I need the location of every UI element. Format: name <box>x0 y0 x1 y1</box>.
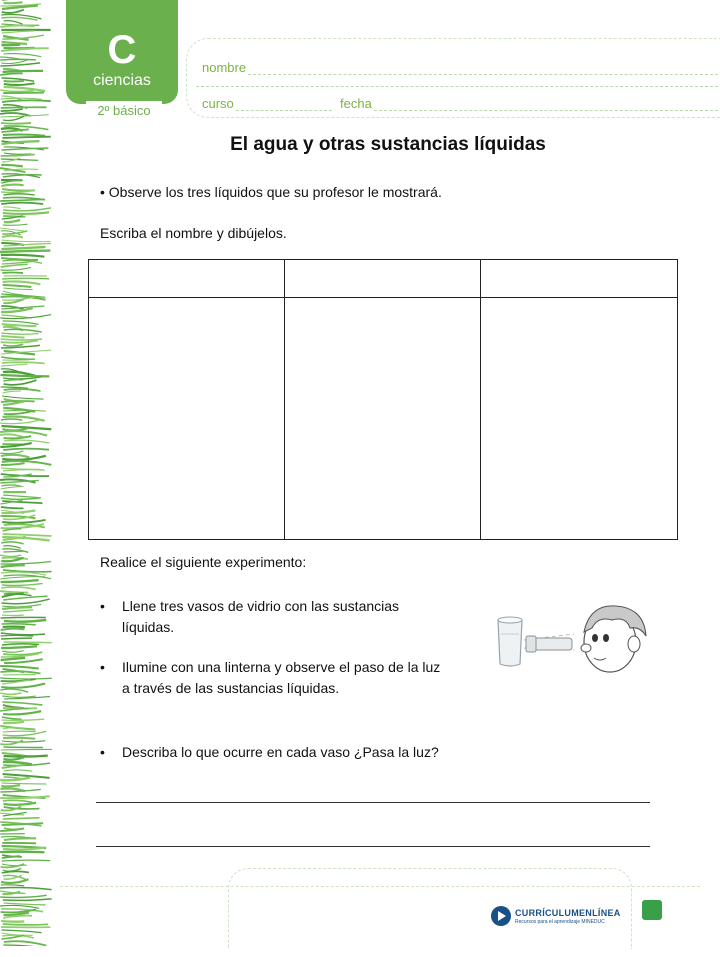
grass-blade <box>0 113 30 116</box>
grass-blade <box>2 783 47 784</box>
grass-blade <box>1 123 31 124</box>
grass-blade <box>0 852 44 853</box>
grass-blade <box>3 596 47 600</box>
bullet-line: a través de las sustancias líquidas. <box>122 678 440 699</box>
grass-blade <box>4 620 46 622</box>
grass-blade <box>0 577 45 579</box>
grass-blade <box>3 762 32 764</box>
grass-blade <box>1 240 50 242</box>
grass-blade <box>4 642 52 643</box>
page-title: El agua y otras sustancias líquidas <box>28 134 720 156</box>
grass-blade <box>2 236 23 238</box>
grass-blade <box>1 159 38 160</box>
grass-blade <box>2 818 39 819</box>
grass-blade <box>1 485 20 486</box>
grass-blade <box>3 899 52 901</box>
grass-blade <box>3 738 35 739</box>
date-field[interactable] <box>374 110 718 111</box>
course-field[interactable] <box>236 110 332 111</box>
child-flashlight-glass-illustration <box>494 598 650 680</box>
grass-blade <box>2 273 23 274</box>
name-field[interactable] <box>248 74 718 75</box>
grass-blade <box>0 693 21 694</box>
grass-blade <box>1 165 23 166</box>
bullet-icon: • <box>100 742 105 763</box>
grass-blade <box>4 83 35 85</box>
grass-blade <box>1 633 45 635</box>
grass-blade <box>1 98 42 99</box>
grass-blade <box>3 848 45 850</box>
drawing-cell-2[interactable] <box>285 298 480 539</box>
grass-blade <box>4 807 40 809</box>
grass-blade <box>2 741 45 742</box>
answer-line-2[interactable] <box>96 846 650 847</box>
grass-blade <box>2 583 43 585</box>
grass-blade <box>0 25 34 27</box>
grass-blade <box>3 610 33 612</box>
grass-blade <box>1 749 52 750</box>
grass-blade <box>1 357 35 359</box>
grass-blade <box>2 607 32 609</box>
course-label: curso <box>202 96 234 111</box>
grass-blade <box>1 507 24 508</box>
list-item <box>122 742 439 763</box>
grass-blade <box>3 212 49 214</box>
grass-blade <box>0 199 44 201</box>
grass-blade <box>2 10 24 13</box>
grass-blade <box>3 449 49 450</box>
grass-blade <box>1 107 47 108</box>
grass-blade <box>1 658 26 660</box>
grass-blade <box>4 770 33 771</box>
grass-blade <box>0 90 34 92</box>
grass-blade <box>3 757 23 759</box>
grass-blade <box>2 624 36 625</box>
grass-blade <box>0 59 36 60</box>
subject-letter: C <box>66 30 178 70</box>
grass-blade <box>1 255 44 257</box>
grass-blade <box>1 455 30 458</box>
answer-line-1[interactable] <box>96 802 650 803</box>
grass-blade <box>0 251 50 252</box>
bullet-line: Describa lo que ocurre en cada vaso ¿Pasa la luz? <box>122 742 439 763</box>
grass-blade <box>0 591 28 593</box>
grass-blade <box>3 344 23 346</box>
drawing-table <box>88 259 678 540</box>
grass-blade <box>2 261 35 264</box>
grass-blade <box>2 31 35 33</box>
grass-blade <box>1 203 43 204</box>
subject-name: ciencias <box>66 72 178 90</box>
grass-blade <box>1 638 32 639</box>
grass-blade <box>3 570 52 572</box>
grass-blade <box>3 534 52 536</box>
grass-blade <box>1 419 22 420</box>
logo-subtext: Recursos para el aprendizaje MINEDUC <box>515 919 605 925</box>
grass-blade <box>0 267 30 270</box>
grass-blade <box>3 800 33 802</box>
grass-blade <box>2 644 39 645</box>
grass-blade <box>1 587 35 589</box>
grass-blade <box>1 60 27 63</box>
grass-blade <box>1 885 24 886</box>
grass-blade <box>0 666 39 668</box>
grass-blade <box>2 860 51 861</box>
instruction-observe: • Observe los tres líquidos que su profesor le mostrará. <box>100 184 442 200</box>
drawing-cell-3[interactable] <box>481 298 677 539</box>
grass-blade <box>1 930 41 933</box>
grass-blade <box>0 888 52 890</box>
grass-blade <box>1 646 37 648</box>
grass-blade <box>1 336 24 338</box>
grass-blade <box>1 580 39 582</box>
list-item <box>122 657 440 699</box>
grass-blade <box>0 434 23 437</box>
grass-blade <box>0 73 22 75</box>
grass-blade <box>0 905 39 908</box>
grass-blade <box>3 194 34 195</box>
grass-blade <box>3 546 20 548</box>
grass-blade <box>1 247 45 249</box>
grass-blade <box>2 856 20 858</box>
grass-blade <box>4 756 48 757</box>
grass-blade <box>1 629 25 630</box>
grass-blade <box>4 838 36 840</box>
instruction-write-draw: Escriba el nombre y dibújelos. <box>100 225 287 241</box>
grass-blade <box>2 651 23 653</box>
name-cell-3[interactable] <box>481 260 677 298</box>
grass-blade <box>1 264 28 267</box>
grass-blade <box>3 285 32 287</box>
grass-blade <box>3 207 20 209</box>
grass-blade <box>4 21 23 24</box>
header-divider <box>196 86 718 87</box>
grass-blade <box>2 558 28 560</box>
grass-blade <box>2 871 29 873</box>
logo-text: CURRÍCULUMENLÍNEA <box>515 908 621 918</box>
grass-blade <box>3 924 48 925</box>
experiment-heading: Realice el siguiente experimento: <box>100 554 306 570</box>
grass-blade <box>2 362 45 363</box>
grass-blade <box>4 440 50 443</box>
name-cell-1[interactable] <box>89 260 284 298</box>
grass-blade <box>4 87 46 91</box>
grass-blade <box>3 627 25 628</box>
grass-blade <box>3 377 42 379</box>
grass-blade <box>2 100 51 102</box>
grass-blade <box>1 364 28 366</box>
grass-blade <box>3 551 24 552</box>
grass-blade <box>4 903 46 905</box>
grass-blade <box>3 380 23 381</box>
name-label: nombre <box>202 60 246 75</box>
grass-blade <box>3 54 41 57</box>
bullet-line: líquidas. <box>122 617 399 638</box>
grass-blade <box>0 895 47 897</box>
grass-blade <box>0 635 33 636</box>
bullet-line: Ilumine con una linterna y observe el paso de la luz <box>122 657 440 678</box>
header-frame <box>186 38 720 118</box>
grass-blade <box>2 278 49 279</box>
green-square-icon <box>642 900 662 920</box>
grass-blade <box>0 689 28 692</box>
grass-blade <box>2 42 27 44</box>
flashlight-icon <box>526 636 572 652</box>
grass-blade <box>1 17 37 20</box>
grass-blade <box>1 387 28 388</box>
grass-blade <box>1 921 24 922</box>
grass-blade <box>0 678 52 679</box>
grass-blade <box>0 375 49 376</box>
grass-blade <box>1 565 25 567</box>
grass-blade <box>2 717 22 719</box>
grass-blade <box>1 617 46 618</box>
grass-blade <box>1 333 38 334</box>
child-head-icon <box>581 606 646 672</box>
grass-blade <box>2 396 44 399</box>
subject-badge <box>66 0 178 104</box>
grass-blade <box>1 542 23 544</box>
date-label: fecha <box>340 96 372 111</box>
grass-blade <box>3 71 43 72</box>
grass-blade <box>1 109 23 111</box>
grass-blade <box>2 696 36 697</box>
grass-blade <box>3 731 36 732</box>
bullet-icon: • <box>100 657 105 678</box>
grass-blade <box>3 281 41 284</box>
grass-blade <box>3 711 41 714</box>
grass-blade <box>2 520 45 523</box>
grass-blade <box>1 487 24 489</box>
grass-blade <box>3 288 32 290</box>
grass-blade <box>1 684 45 688</box>
grass-blade <box>1 185 23 186</box>
glass-icon <box>498 617 522 666</box>
list-item <box>122 596 399 638</box>
grass-blade <box>1 463 25 465</box>
grass-blade <box>2 428 28 430</box>
grass-blade <box>1 45 20 46</box>
grass-blade <box>0 451 23 454</box>
name-cell-2[interactable] <box>285 260 480 298</box>
grass-blade <box>4 389 41 391</box>
grass-blade <box>1 498 41 500</box>
grass-blade <box>3 208 51 211</box>
grass-blade <box>4 2 23 3</box>
bullet-line: Llene tres vasos de vidrio con las sustancias <box>122 596 399 617</box>
grass-blade <box>3 224 28 225</box>
bullet-icon: • <box>100 596 105 617</box>
grass-blade <box>4 220 20 222</box>
grass-blade <box>3 495 39 498</box>
grass-blade <box>1 785 20 786</box>
curriculum-logo-icon <box>490 905 512 927</box>
grass-blade <box>1 719 44 720</box>
drawing-cell-1[interactable] <box>89 298 284 539</box>
grass-blade <box>2 391 20 393</box>
grass-blade <box>3 722 24 723</box>
grass-blade <box>3 747 42 748</box>
grass-blade <box>3 470 45 471</box>
grade-label: 2º básico <box>86 101 162 121</box>
grass-blade <box>2 702 42 705</box>
grass-blade <box>3 803 36 805</box>
grass-blade <box>0 555 21 556</box>
grass-blade <box>3 410 46 411</box>
